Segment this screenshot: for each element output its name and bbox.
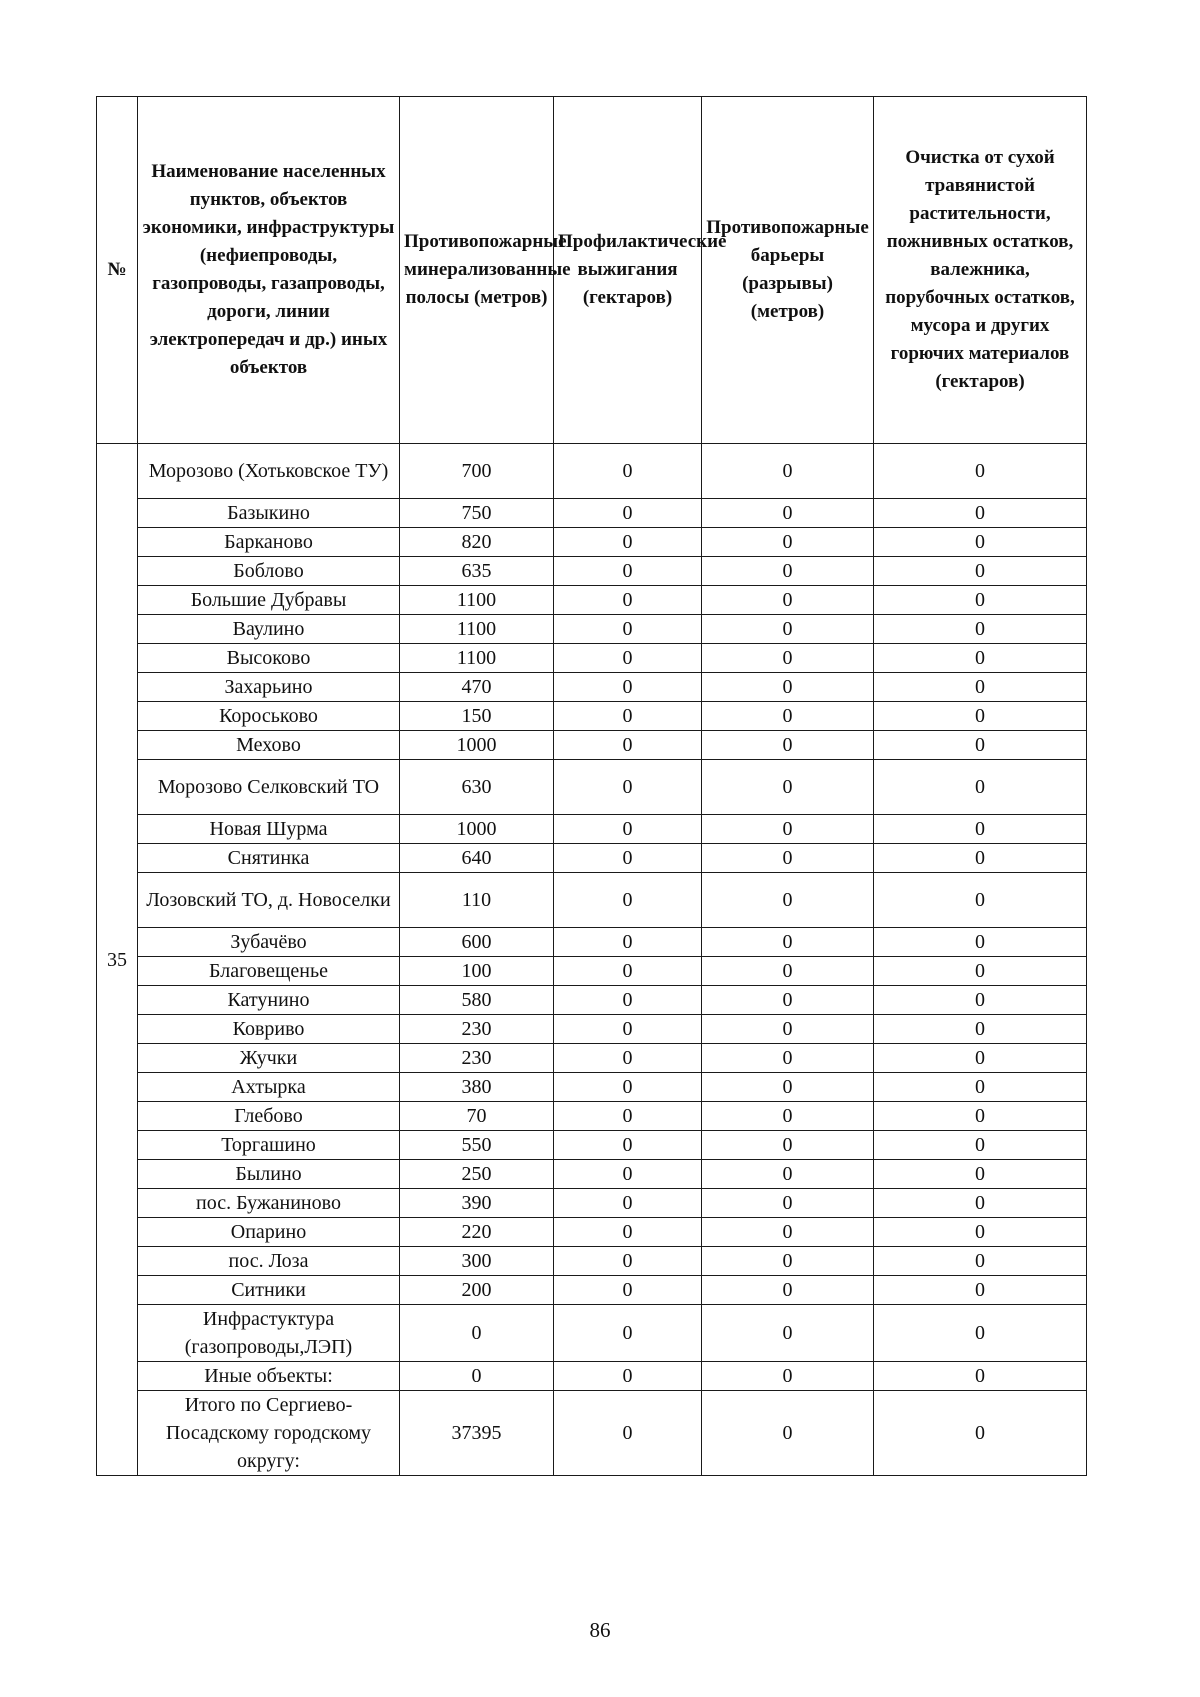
table-row	[97, 760, 1087, 815]
fire-barriers-cell: 0	[702, 986, 874, 1015]
preventive-burns-cell: 0	[554, 557, 702, 586]
mineralized-strips-cell: 580	[400, 986, 554, 1015]
mineralized-strips-cell: 0	[400, 1305, 554, 1362]
vegetation-cleaning-cell: 0	[874, 1391, 1087, 1476]
table-header-row	[97, 97, 1087, 444]
preventive-burns-cell: 0	[554, 873, 702, 928]
fire-barriers-cell: 0	[702, 673, 874, 702]
mineralized-strips-cell: 550	[400, 1131, 554, 1160]
object-name-cell: Высоково	[138, 644, 400, 673]
object-name-cell: Морозово (Хотьковское ТУ)	[138, 444, 400, 499]
fire-barriers-cell: 0	[702, 1391, 874, 1476]
table-row	[97, 1391, 1087, 1476]
table-row	[97, 986, 1087, 1015]
table-row	[97, 1102, 1087, 1131]
fire-barriers-cell: 0	[702, 615, 874, 644]
vegetation-cleaning-cell: 0	[874, 586, 1087, 615]
object-name-cell: Инфрастуктура (газопроводы,ЛЭП)	[138, 1305, 400, 1362]
fire-barriers-cell: 0	[702, 844, 874, 873]
mineralized-strips-cell: 1000	[400, 815, 554, 844]
object-name-cell: Катунино	[138, 986, 400, 1015]
preventive-burns-cell: 0	[554, 928, 702, 957]
fire-barriers-cell: 0	[702, 1362, 874, 1391]
preventive-burns-cell: 0	[554, 1160, 702, 1189]
header-fire-barriers: Противопожарные барьеры (разрывы) (метров)	[702, 97, 874, 444]
table-row	[97, 528, 1087, 557]
mineralized-strips-cell: 230	[400, 1015, 554, 1044]
object-name-cell: Новая Шурма	[138, 815, 400, 844]
object-name-cell: Большие Дубравы	[138, 586, 400, 615]
table-row	[97, 1218, 1087, 1247]
mineralized-strips-cell: 100	[400, 957, 554, 986]
vegetation-cleaning-cell: 0	[874, 760, 1087, 815]
preventive-burns-cell: 0	[554, 644, 702, 673]
page-number: 86	[589, 1618, 611, 1642]
table-row	[97, 1276, 1087, 1305]
object-name-cell: Ваулино	[138, 615, 400, 644]
preventive-burns-cell: 0	[554, 1189, 702, 1218]
mineralized-strips-cell: 37395	[400, 1391, 554, 1476]
vegetation-cleaning-cell: 0	[874, 844, 1087, 873]
object-name-cell: Лозовский ТО, д. Новоселки	[138, 873, 400, 928]
vegetation-cleaning-cell: 0	[874, 1044, 1087, 1073]
mineralized-strips-cell: 820	[400, 528, 554, 557]
mineralized-strips-cell: 635	[400, 557, 554, 586]
fire-barriers-cell: 0	[702, 1073, 874, 1102]
vegetation-cleaning-cell: 0	[874, 1073, 1087, 1102]
fire-barriers-cell: 0	[702, 499, 874, 528]
mineralized-strips-cell: 390	[400, 1189, 554, 1218]
preventive-burns-cell: 0	[554, 586, 702, 615]
vegetation-cleaning-cell: 0	[874, 928, 1087, 957]
vegetation-cleaning-cell: 0	[874, 1218, 1087, 1247]
mineralized-strips-cell: 600	[400, 928, 554, 957]
mineralized-strips-cell: 300	[400, 1247, 554, 1276]
table-row	[97, 615, 1087, 644]
preventive-burns-cell: 0	[554, 1073, 702, 1102]
vegetation-cleaning-cell: 0	[874, 444, 1087, 499]
object-name-cell: Захарьино	[138, 673, 400, 702]
object-name-cell: Зубачёво	[138, 928, 400, 957]
mineralized-strips-cell: 0	[400, 1362, 554, 1391]
fire-barriers-cell: 0	[702, 957, 874, 986]
object-name-cell: пос. Бужаниново	[138, 1189, 400, 1218]
preventive-burns-cell: 0	[554, 1247, 702, 1276]
fire-barriers-cell: 0	[702, 1189, 874, 1218]
table-row	[97, 1362, 1087, 1391]
object-name-cell: Ахтырка	[138, 1073, 400, 1102]
object-name-cell: Глебово	[138, 1102, 400, 1131]
object-name-cell: Жучки	[138, 1044, 400, 1073]
vegetation-cleaning-cell: 0	[874, 957, 1087, 986]
preventive-burns-cell: 0	[554, 731, 702, 760]
object-name-cell: Былино	[138, 1160, 400, 1189]
preventive-burns-cell: 0	[554, 986, 702, 1015]
preventive-burns-cell: 0	[554, 673, 702, 702]
preventive-burns-cell: 0	[554, 615, 702, 644]
table-row	[97, 673, 1087, 702]
fire-barriers-cell: 0	[702, 1218, 874, 1247]
vegetation-cleaning-cell: 0	[874, 1305, 1087, 1362]
fire-barriers-cell: 0	[702, 702, 874, 731]
preventive-burns-cell: 0	[554, 1391, 702, 1476]
fire-barriers-cell: 0	[702, 1102, 874, 1131]
fire-barriers-cell: 0	[702, 928, 874, 957]
mineralized-strips-cell: 1000	[400, 731, 554, 760]
fire-barriers-cell: 0	[702, 873, 874, 928]
preventive-burns-cell: 0	[554, 499, 702, 528]
mineralized-strips-cell: 1100	[400, 644, 554, 673]
vegetation-cleaning-cell: 0	[874, 873, 1087, 928]
table-row	[97, 1131, 1087, 1160]
fire-barriers-cell: 0	[702, 644, 874, 673]
vegetation-cleaning-cell: 0	[874, 1160, 1087, 1189]
mineralized-strips-cell: 230	[400, 1044, 554, 1073]
fire-barriers-cell: 0	[702, 528, 874, 557]
vegetation-cleaning-cell: 0	[874, 731, 1087, 760]
fire-barriers-cell: 0	[702, 760, 874, 815]
table-row	[97, 644, 1087, 673]
object-name-cell: Ситники	[138, 1276, 400, 1305]
vegetation-cleaning-cell: 0	[874, 1102, 1087, 1131]
table-row	[97, 844, 1087, 873]
mineralized-strips-cell: 640	[400, 844, 554, 873]
object-name-cell: Снятинка	[138, 844, 400, 873]
object-name-cell: пос. Лоза	[138, 1247, 400, 1276]
header-number: №	[97, 97, 138, 444]
object-name-cell: Морозово Селковский ТО	[138, 760, 400, 815]
mineralized-strips-cell: 70	[400, 1102, 554, 1131]
object-name-cell: Базыкино	[138, 499, 400, 528]
preventive-burns-cell: 0	[554, 1044, 702, 1073]
mineralized-strips-cell: 1100	[400, 586, 554, 615]
object-name-cell: Иные объекты:	[138, 1362, 400, 1391]
vegetation-cleaning-cell: 0	[874, 1276, 1087, 1305]
vegetation-cleaning-cell: 0	[874, 528, 1087, 557]
row-group-number: 35	[97, 444, 138, 1476]
fire-barriers-cell: 0	[702, 815, 874, 844]
table-row	[97, 1044, 1087, 1073]
header-vegetation-cleaning: Очистка от сухой травянистой растительности, пожнивных остатков, валежника, порубочных остатков, мусора и других горючих материалов (гектаров)	[874, 97, 1087, 444]
vegetation-cleaning-cell: 0	[874, 815, 1087, 844]
preventive-burns-cell: 0	[554, 957, 702, 986]
mineralized-strips-cell: 150	[400, 702, 554, 731]
object-name-cell: Короськово	[138, 702, 400, 731]
table-row	[97, 1247, 1087, 1276]
object-name-cell: Итого по Сергиево-Посадскому городскому округу:	[138, 1391, 400, 1476]
vegetation-cleaning-cell: 0	[874, 1015, 1087, 1044]
table-row	[97, 873, 1087, 928]
vegetation-cleaning-cell: 0	[874, 499, 1087, 528]
table-row	[97, 557, 1087, 586]
table-row	[97, 444, 1087, 499]
preventive-burns-cell: 0	[554, 702, 702, 731]
mineralized-strips-cell: 700	[400, 444, 554, 499]
vegetation-cleaning-cell: 0	[874, 702, 1087, 731]
fire-barriers-cell: 0	[702, 1276, 874, 1305]
fire-barriers-cell: 0	[702, 1044, 874, 1073]
fire-barriers-cell: 0	[702, 444, 874, 499]
table-row	[97, 731, 1087, 760]
preventive-burns-cell: 0	[554, 1131, 702, 1160]
table-body	[97, 444, 1087, 1476]
vegetation-cleaning-cell: 0	[874, 615, 1087, 644]
mineralized-strips-cell: 380	[400, 1073, 554, 1102]
object-name-cell: Торгашино	[138, 1131, 400, 1160]
mineralized-strips-cell: 220	[400, 1218, 554, 1247]
object-name-cell: Благовещенье	[138, 957, 400, 986]
preventive-burns-cell: 0	[554, 844, 702, 873]
fire-prevention-table	[96, 96, 1087, 1476]
vegetation-cleaning-cell: 0	[874, 986, 1087, 1015]
vegetation-cleaning-cell: 0	[874, 1362, 1087, 1391]
header-object-name: Наименование населенных пунктов, объектов экономики, инфраструктуры (нефиепроводы, газопроводы, газапроводы, дороги, линии электропередач и др.) иных объектов	[138, 97, 400, 444]
preventive-burns-cell: 0	[554, 528, 702, 557]
object-name-cell: Ковриво	[138, 1015, 400, 1044]
table-row	[97, 1189, 1087, 1218]
table-row	[97, 1015, 1087, 1044]
table-row	[97, 928, 1087, 957]
mineralized-strips-cell: 110	[400, 873, 554, 928]
fire-barriers-cell: 0	[702, 1305, 874, 1362]
mineralized-strips-cell: 470	[400, 673, 554, 702]
preventive-burns-cell: 0	[554, 1102, 702, 1131]
table-row	[97, 957, 1087, 986]
fire-barriers-cell: 0	[702, 586, 874, 615]
fire-barriers-cell: 0	[702, 557, 874, 586]
table-row	[97, 702, 1087, 731]
table-row	[97, 586, 1087, 615]
header-preventive-burns: Профилактические выжигания (гектаров)	[554, 97, 702, 444]
preventive-burns-cell: 0	[554, 444, 702, 499]
object-name-cell: Боблово	[138, 557, 400, 586]
fire-barriers-cell: 0	[702, 1247, 874, 1276]
fire-barriers-cell: 0	[702, 731, 874, 760]
fire-barriers-cell: 0	[702, 1160, 874, 1189]
vegetation-cleaning-cell: 0	[874, 1131, 1087, 1160]
vegetation-cleaning-cell: 0	[874, 557, 1087, 586]
preventive-burns-cell: 0	[554, 815, 702, 844]
preventive-burns-cell: 0	[554, 1305, 702, 1362]
preventive-burns-cell: 0	[554, 1276, 702, 1305]
object-name-cell: Мехово	[138, 731, 400, 760]
vegetation-cleaning-cell: 0	[874, 673, 1087, 702]
mineralized-strips-cell: 630	[400, 760, 554, 815]
mineralized-strips-cell: 250	[400, 1160, 554, 1189]
vegetation-cleaning-cell: 0	[874, 1189, 1087, 1218]
vegetation-cleaning-cell: 0	[874, 644, 1087, 673]
table-row	[97, 815, 1087, 844]
preventive-burns-cell: 0	[554, 1218, 702, 1247]
preventive-burns-cell: 0	[554, 1362, 702, 1391]
table-row	[97, 1073, 1087, 1102]
table-row	[97, 499, 1087, 528]
mineralized-strips-cell: 1100	[400, 615, 554, 644]
fire-barriers-cell: 0	[702, 1015, 874, 1044]
vegetation-cleaning-cell: 0	[874, 1247, 1087, 1276]
object-name-cell: Опарино	[138, 1218, 400, 1247]
fire-barriers-cell: 0	[702, 1131, 874, 1160]
table-row	[97, 1160, 1087, 1189]
preventive-burns-cell: 0	[554, 760, 702, 815]
header-mineralized-strips: Противопожарные минерализованные полосы (метров)	[400, 97, 554, 444]
table-row	[97, 1305, 1087, 1362]
preventive-burns-cell: 0	[554, 1015, 702, 1044]
mineralized-strips-cell: 750	[400, 499, 554, 528]
mineralized-strips-cell: 200	[400, 1276, 554, 1305]
object-name-cell: Барканово	[138, 528, 400, 557]
